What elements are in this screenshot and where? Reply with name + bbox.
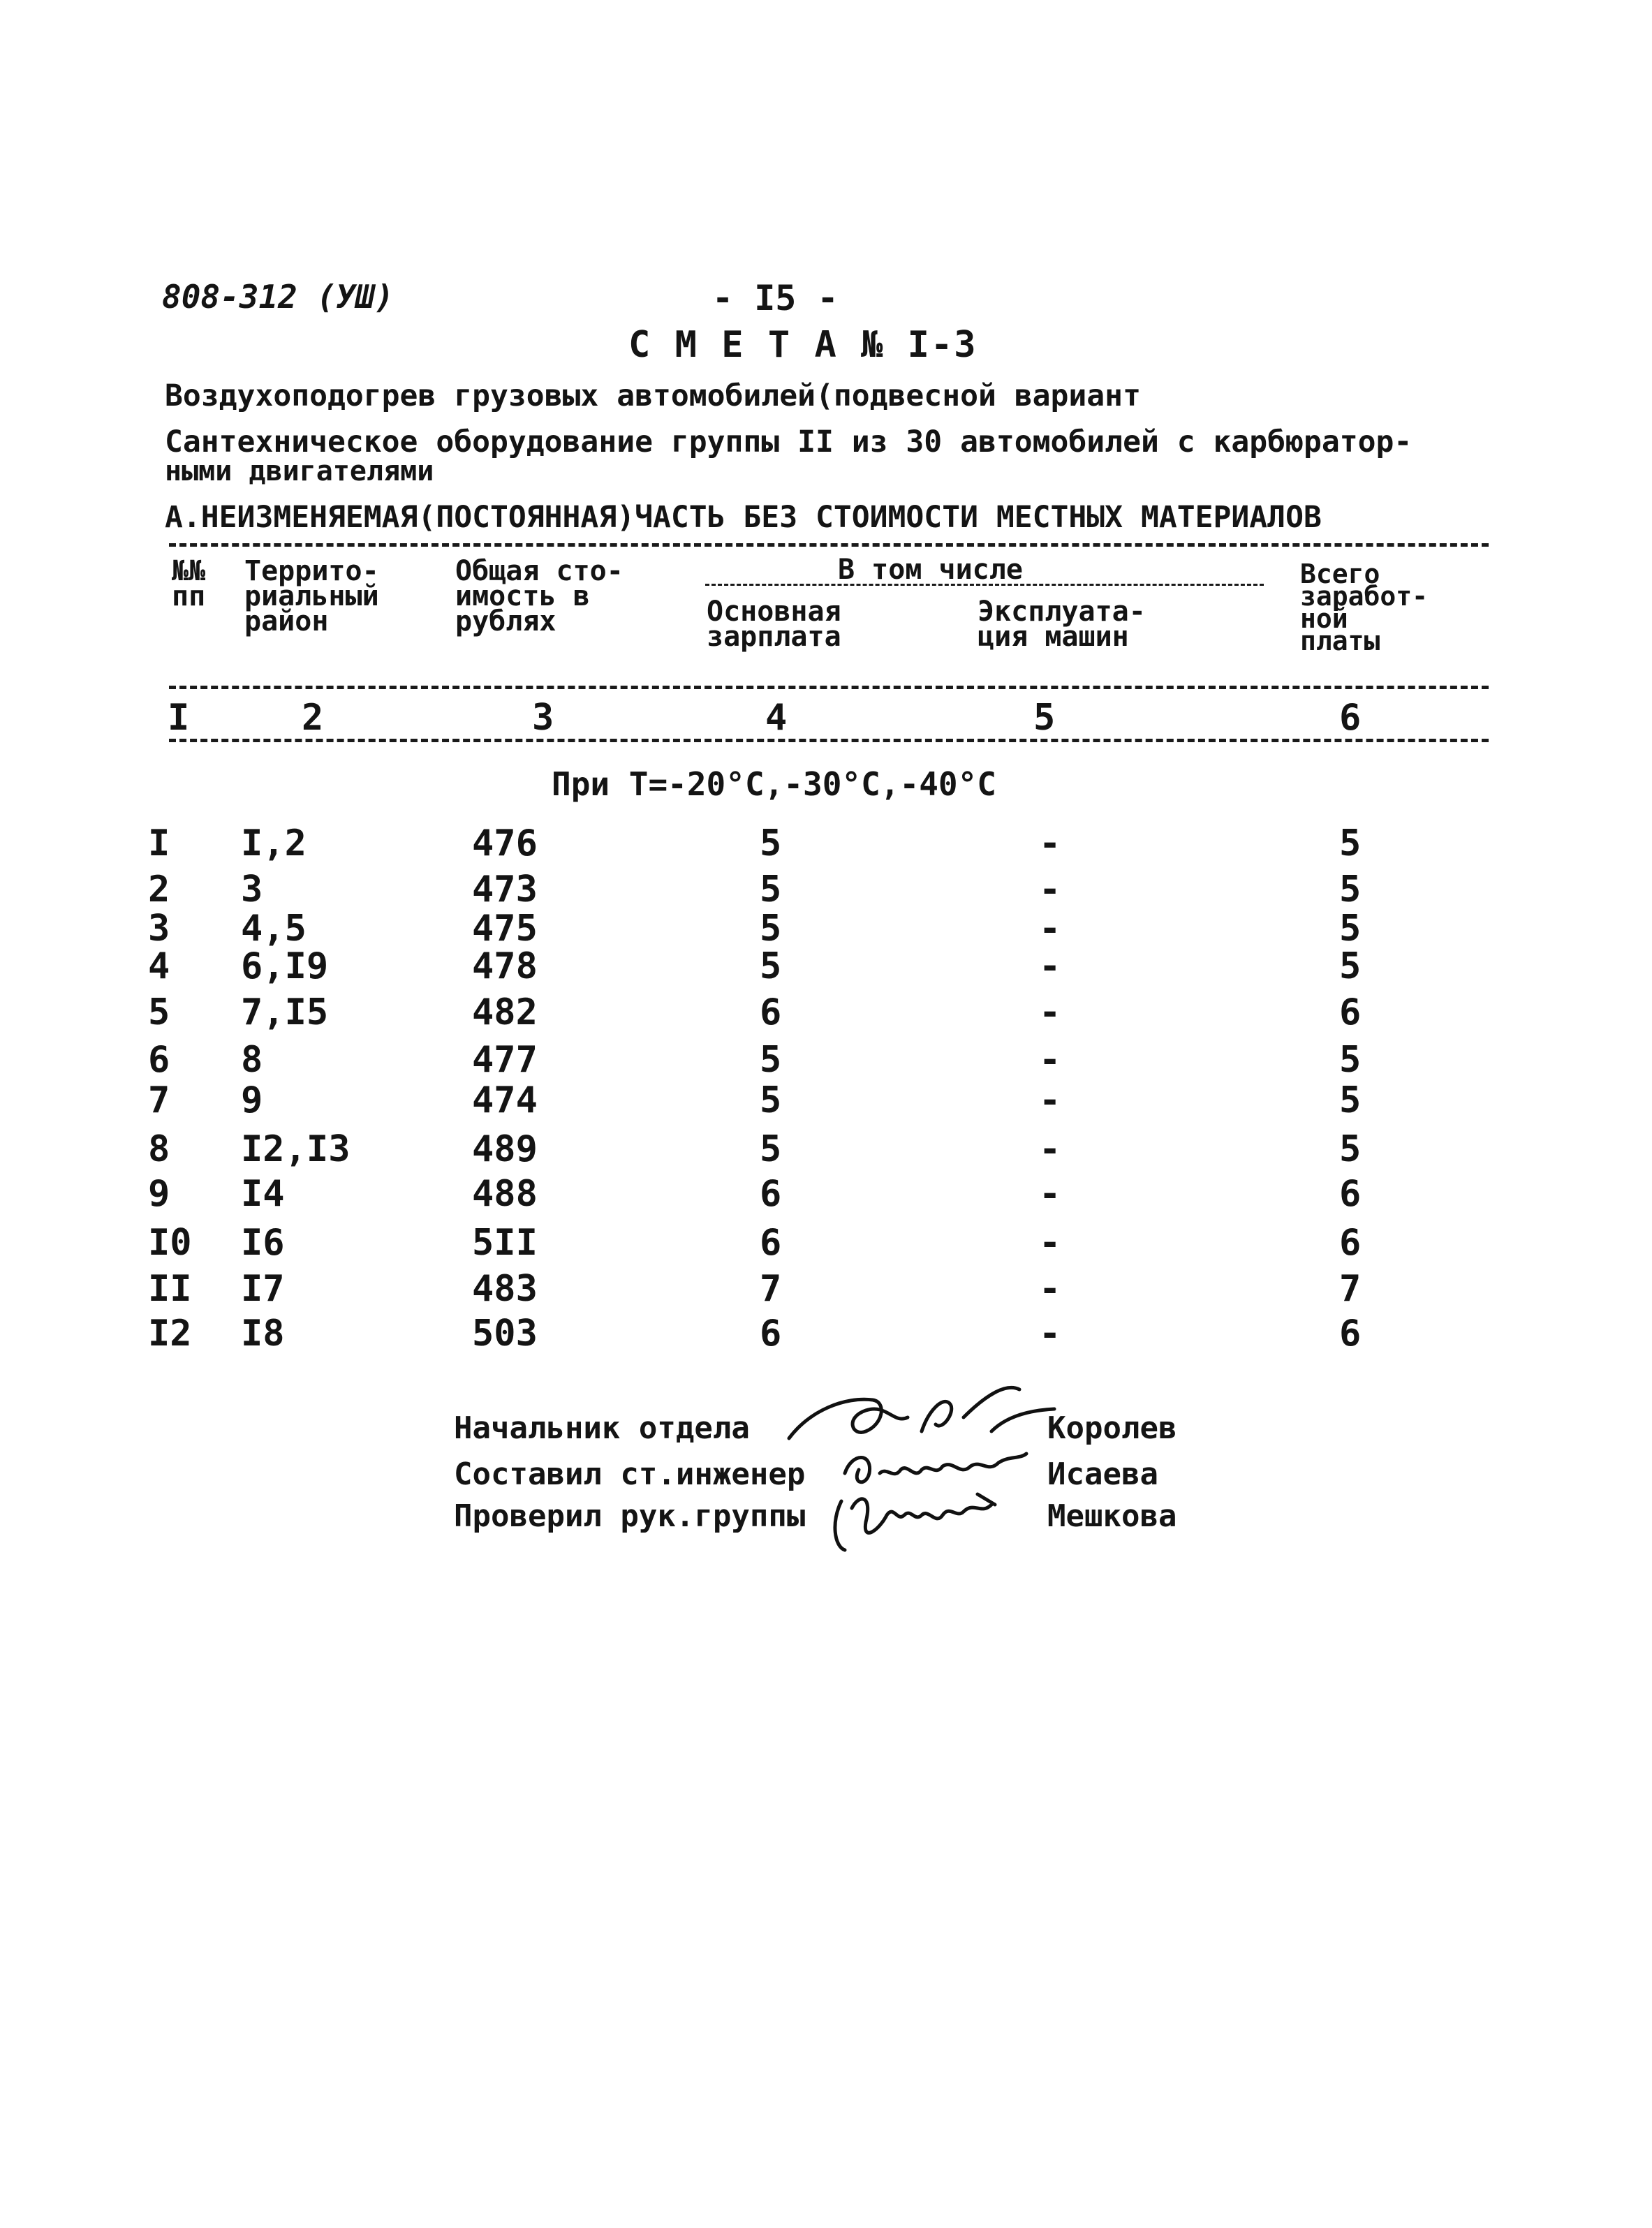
- row-total-cost: 478: [472, 945, 538, 987]
- header-district-line2: риальный: [244, 580, 379, 612]
- row-base-salary: 5: [760, 908, 782, 950]
- row-machine-operation: -: [1039, 822, 1061, 864]
- row-machine-operation: -: [1039, 908, 1061, 950]
- estimate-subtitle-line3: ными двигателями: [165, 455, 434, 487]
- page-number: - I5 -: [712, 278, 839, 318]
- row-district: I,2: [241, 822, 307, 864]
- row-number: II: [148, 1268, 192, 1310]
- header-total-wages: [1300, 559, 1429, 656]
- row-district: 6,I9: [241, 945, 329, 987]
- row-machine-operation: -: [1039, 1128, 1061, 1170]
- estimate-subtitle-line2: Сантехническое оборудование группы II из 30 автомобилей с карбюратор-: [165, 425, 1413, 459]
- signature-role-2: Составил ст.инженер: [454, 1456, 806, 1492]
- row-total-wages: 6: [1339, 1173, 1362, 1215]
- row-district: 7,I5: [241, 991, 329, 1033]
- row-total-wages: 5: [1339, 1079, 1362, 1121]
- row-district: 9: [241, 1079, 263, 1121]
- row-total-wages: 5: [1339, 1128, 1362, 1170]
- header-num-line2: пп: [172, 580, 206, 612]
- header-num-line1: №№: [172, 555, 206, 587]
- row-total-cost: 482: [472, 991, 538, 1033]
- row-district: 8: [241, 1039, 263, 1081]
- row-base-salary: 5: [760, 869, 782, 910]
- row-district: I7: [241, 1268, 285, 1310]
- row-district: I2,I3: [241, 1128, 351, 1170]
- header-total-cost-line1: Общая сто-: [455, 555, 624, 587]
- header-total-cost: [455, 555, 624, 637]
- row-total-cost: 5II: [472, 1222, 538, 1264]
- row-machine-operation: -: [1039, 1039, 1061, 1081]
- document-ref-code: 808-312 (УШ): [162, 278, 394, 316]
- row-number: I: [148, 822, 170, 864]
- row-total-cost: 476: [472, 822, 538, 864]
- header-district-line1: Террито-: [244, 555, 379, 587]
- signature-role-3: Проверил рук.группы: [454, 1498, 806, 1534]
- row-base-salary: 6: [760, 1313, 782, 1355]
- row-base-salary: 6: [760, 991, 782, 1033]
- row-total-wages: 5: [1339, 869, 1362, 910]
- row-number: I2: [148, 1313, 192, 1355]
- row-number: 5: [148, 991, 170, 1033]
- row-total-cost: 503: [472, 1313, 538, 1355]
- signature-name-3: Мешкова: [1047, 1498, 1177, 1534]
- table-top-rule: [169, 543, 1489, 547]
- row-base-salary: 5: [760, 945, 782, 987]
- row-number: 3: [148, 908, 170, 950]
- header-base-salary: [707, 596, 841, 653]
- row-number: I0: [148, 1222, 192, 1264]
- row-total-cost: 473: [472, 869, 538, 910]
- section-heading: А.НЕИЗМЕНЯЕМАЯ(ПОСТОЯННАЯ)ЧАСТЬ БЕЗ СТОИМОСТИ МЕСТНЫХ МАТЕРИАЛОВ: [165, 500, 1322, 535]
- header-total-wages-line1: Всего: [1300, 559, 1380, 589]
- estimate-subtitle-line1: Воздухоподогрев грузовых автомобилей(подвесной вариант: [165, 378, 1141, 413]
- row-district: I4: [241, 1173, 285, 1215]
- row-total-wages: 7: [1339, 1268, 1362, 1310]
- header-machine-operation-line1: Эксплуата-: [978, 596, 1146, 628]
- row-machine-operation: -: [1039, 991, 1061, 1033]
- column-number-1: I: [168, 697, 190, 739]
- signature-role-1: Начальник отдела: [454, 1410, 750, 1446]
- row-total-wages: 5: [1339, 908, 1362, 950]
- header-total-wages-line2: заработ-: [1300, 581, 1429, 612]
- row-total-wages: 5: [1339, 822, 1362, 864]
- header-total-wages-line4: платы: [1300, 626, 1380, 656]
- header-machine-operation-line2: ция машин: [978, 621, 1129, 653]
- row-machine-operation: -: [1039, 1313, 1061, 1355]
- row-district: 3: [241, 869, 263, 910]
- header-district-line3: район: [244, 605, 329, 637]
- column-numbers-bottom-rule: [169, 739, 1489, 742]
- column-number-3: 3: [532, 697, 554, 739]
- header-total-cost-line3: рублях: [455, 605, 556, 637]
- column-number-4: 4: [765, 697, 788, 739]
- row-total-cost: 475: [472, 908, 538, 950]
- signature-name-1: Королев: [1047, 1410, 1177, 1446]
- row-number: 8: [148, 1128, 170, 1170]
- column-number-5: 5: [1033, 697, 1056, 739]
- row-total-wages: 5: [1339, 1039, 1362, 1081]
- row-base-salary: 7: [760, 1268, 782, 1310]
- header-base-salary-line1: Основная: [707, 596, 841, 628]
- row-base-salary: 6: [760, 1173, 782, 1215]
- row-machine-operation: -: [1039, 1173, 1061, 1215]
- row-district: I8: [241, 1313, 285, 1355]
- row-base-salary: 6: [760, 1222, 782, 1264]
- row-total-cost: 483: [472, 1268, 538, 1310]
- row-total-cost: 474: [472, 1079, 538, 1121]
- row-total-cost: 477: [472, 1039, 538, 1081]
- column-number-6: 6: [1339, 697, 1362, 739]
- row-machine-operation: -: [1039, 1222, 1061, 1264]
- header-in-that-number: В том числе: [838, 554, 1023, 586]
- header-district: [244, 555, 379, 637]
- row-machine-operation: -: [1039, 1079, 1061, 1121]
- row-total-cost: 489: [472, 1128, 538, 1170]
- row-total-wages: 6: [1339, 991, 1362, 1033]
- row-total-cost: 488: [472, 1173, 538, 1215]
- header-total-cost-line2: имость в: [455, 580, 590, 612]
- header-num: [172, 555, 206, 612]
- signature-name-2: Исаева: [1047, 1456, 1158, 1492]
- table-header-bottom-rule: [169, 686, 1489, 689]
- row-district: I6: [241, 1222, 285, 1264]
- row-base-salary: 5: [760, 1128, 782, 1170]
- row-total-wages: 6: [1339, 1222, 1362, 1264]
- header-machine-operation: [978, 596, 1146, 653]
- estimate-title: С М Е Т А № I-3: [628, 324, 978, 366]
- row-base-salary: 5: [760, 1039, 782, 1081]
- row-total-wages: 5: [1339, 945, 1362, 987]
- handwritten-signature-3: [824, 1480, 1026, 1557]
- row-machine-operation: -: [1039, 1268, 1061, 1310]
- row-total-wages: 6: [1339, 1313, 1362, 1355]
- row-district: 4,5: [241, 908, 307, 950]
- row-number: 2: [148, 869, 170, 910]
- row-number: 9: [148, 1173, 170, 1215]
- row-number: 4: [148, 945, 170, 987]
- temperature-condition: При Т=-20°С,-30°С,-40°С: [552, 765, 996, 803]
- header-total-wages-line3: ной: [1300, 603, 1348, 634]
- column-number-2: 2: [302, 697, 324, 739]
- row-machine-operation: -: [1039, 869, 1061, 910]
- row-number: 7: [148, 1079, 170, 1121]
- row-machine-operation: -: [1039, 945, 1061, 987]
- row-base-salary: 5: [760, 822, 782, 864]
- row-number: 6: [148, 1039, 170, 1081]
- header-base-salary-line2: зарплата: [707, 621, 841, 653]
- row-base-salary: 5: [760, 1079, 782, 1121]
